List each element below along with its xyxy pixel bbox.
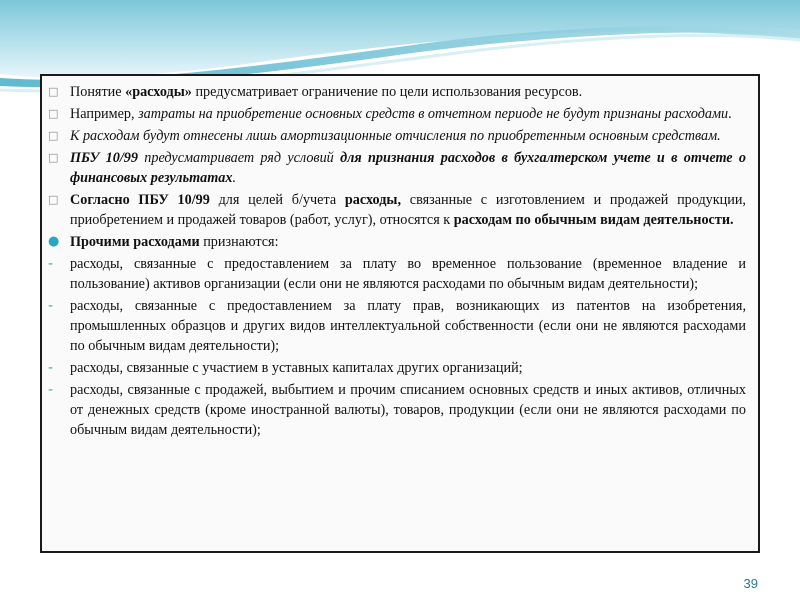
text-run: Например,	[70, 106, 139, 122]
text-run: расходы,	[344, 192, 402, 208]
text-run: расходы, связанные с предоставлением за плату прав, возникающих из патентов на изобретения, промышленных образцов и других видов интеллектуальной собственности (если они не являются расходами по обычным видам деятельности);	[70, 298, 746, 354]
text-run: Понятие	[70, 84, 126, 100]
list-item	[48, 296, 746, 356]
list-item-text	[70, 190, 746, 230]
text-run: предусматривает ограничение по цели использования ресурсов.	[191, 84, 583, 100]
circle-bullet-icon: ●	[48, 234, 60, 249]
list-item	[48, 380, 746, 440]
text-run: .	[728, 106, 732, 122]
list-item	[48, 126, 746, 146]
list-item	[48, 104, 746, 124]
text-run: Прочими расходами	[70, 234, 200, 250]
text-run: К расходам будут отнесены лишь амортизационные отчисления по приобретенным основным средствам.	[70, 128, 721, 144]
dash-bullet-icon: -	[48, 298, 54, 314]
text-run: для признания расходов в бухгалтерском учете и в отчете о финансовых результатах	[70, 150, 746, 186]
content-box	[40, 74, 760, 553]
list-item-text	[70, 104, 746, 124]
dash-bullet-icon: -	[48, 382, 54, 398]
text-run: для целей б/учета	[209, 192, 345, 208]
text-run: предусматривает ряд условий	[137, 150, 341, 166]
square-bullet-icon: □	[48, 85, 59, 98]
list-item-text	[70, 232, 746, 252]
square-bullet-icon: □	[48, 129, 59, 142]
text-run: Согласно ПБУ 10/99	[70, 192, 210, 208]
square-bullet-icon: □	[48, 151, 59, 164]
list-item-text	[70, 296, 746, 356]
text-run: расходам по обычным видам деятельности.	[453, 212, 734, 228]
text-run: «расходы»	[125, 84, 192, 100]
text-run: ПБУ 10/99	[70, 150, 138, 166]
list-item-text	[70, 380, 746, 440]
square-bullet-icon: □	[48, 107, 59, 120]
page-number: 39	[743, 576, 758, 591]
text-run: расходы, связанные с продажей, выбытием и прочим списанием основных средств и иных активов, отличных от денежных средств (кроме иностранной валюты), товаров, продукции (если они не являются расходами по обычным видам деятельности);	[70, 382, 746, 438]
list-item-text	[70, 358, 746, 378]
text-run: расходы, связанные с участием в уставных капиталах других организаций;	[70, 360, 523, 376]
text-run: расходы, связанные с предоставлением за плату во временное пользование (временное владение и пользование) активов организации (если они не являются расходами по обычным видам деятельности);	[70, 256, 746, 292]
list-item-text	[70, 82, 746, 102]
list-item-text	[70, 254, 746, 294]
text-run: затраты на приобретение основных средств в отчетном периоде не будут признаны расходами	[138, 106, 729, 122]
dash-bullet-icon: -	[48, 360, 54, 376]
square-bullet-icon: □	[48, 193, 59, 206]
text-run: признаются:	[199, 234, 279, 250]
list-item-text	[70, 148, 746, 188]
list-item	[48, 232, 746, 252]
list-item	[48, 190, 746, 230]
text-run: .	[232, 170, 236, 186]
list-item	[48, 358, 746, 378]
dash-bullet-icon: -	[48, 256, 54, 272]
text-run: связанные с изготовлением и продажей продукции, приобретением и продажей товаров (работ, услуг), относятся к	[70, 192, 746, 228]
list-item	[48, 254, 746, 294]
list-item	[48, 148, 746, 188]
list-item	[48, 82, 746, 102]
list-item-text	[70, 126, 746, 146]
